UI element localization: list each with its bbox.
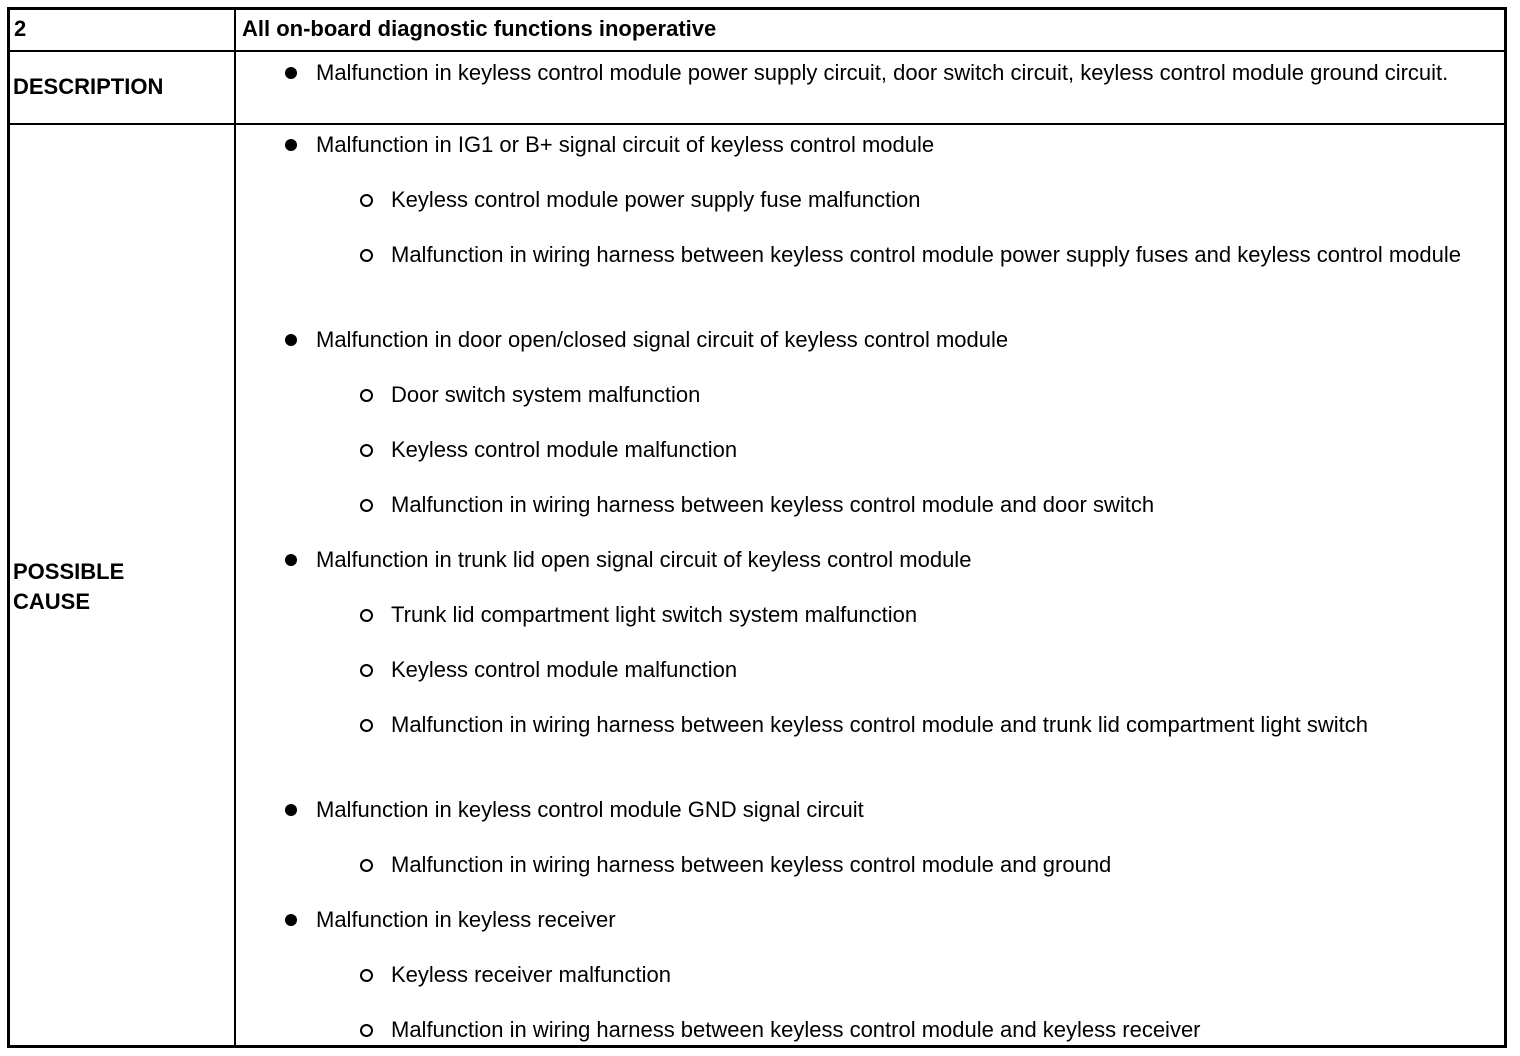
bullet-ring-icon	[360, 609, 373, 622]
bullet-dot-icon	[285, 139, 297, 151]
cause-subitem-text: Keyless control module power supply fuse malfunction	[391, 187, 921, 212]
cause-subitem-text: Keyless control module malfunction	[391, 437, 738, 462]
step-number: 2	[14, 16, 27, 41]
page-title: All on-board diagnostic functions inoperative	[242, 16, 717, 41]
header-row	[10, 10, 1504, 52]
bullet-dot-icon	[285, 804, 297, 816]
description-label: DESCRIPTION	[13, 74, 164, 99]
cause-item-text: Malfunction in IG1 or B+ signal circuit of keyless control module	[316, 132, 935, 157]
cause-subitem-text: Door switch system malfunction	[391, 382, 701, 407]
cause-subitem	[391, 490, 1471, 520]
cause-item	[316, 795, 1466, 825]
header-title-cell	[236, 10, 1504, 50]
cause-subitem-text: Malfunction in wiring harness between keyless control module power supply fuses and keyless control module	[391, 242, 1461, 267]
description-content-cell	[236, 52, 1504, 123]
bullet-dot-icon	[285, 554, 297, 566]
cause-item-text: Malfunction in door open/closed signal circuit of keyless control module	[316, 327, 1009, 352]
bullet-dot-icon	[285, 334, 297, 346]
cause-item	[316, 325, 1466, 355]
cause-subitem	[391, 655, 1471, 685]
bullet-ring-icon	[360, 969, 373, 982]
cause-item	[316, 130, 1466, 160]
possible-cause-label-line2: CAUSE	[13, 589, 91, 614]
bullet-ring-icon	[360, 859, 373, 872]
bullet-ring-icon	[360, 249, 373, 262]
cause-subitem	[391, 185, 1471, 215]
cause-subitem-text: Trunk lid compartment light switch system malfunction	[391, 602, 918, 627]
cause-subitem	[391, 710, 1471, 740]
cause-subitem	[391, 850, 1471, 880]
bullet-ring-icon	[360, 499, 373, 512]
bullet-ring-icon	[360, 664, 373, 677]
cause-subitem	[391, 1015, 1471, 1045]
bullet-ring-icon	[360, 389, 373, 402]
cause-subitem-text: Keyless receiver malfunction	[391, 962, 672, 987]
description-row	[10, 52, 1504, 125]
bullet-dot-icon	[285, 67, 297, 79]
cause-item	[316, 545, 1466, 575]
bullet-ring-icon	[360, 719, 373, 732]
possible-cause-content-cell	[236, 125, 1504, 1045]
description-label-cell	[10, 52, 236, 123]
diagnostic-table	[7, 7, 1507, 1048]
possible-cause-label-line1: POSSIBLE	[13, 559, 125, 584]
possible-cause-row	[10, 125, 1504, 1045]
cause-subitem-text: Malfunction in wiring harness between keyless control module and trunk lid compartment light switch	[391, 712, 1369, 737]
cause-subitem	[391, 600, 1471, 630]
cause-subitem	[391, 380, 1471, 410]
description-item-text: Malfunction in keyless control module power supply circuit, door switch circuit, keyless control module ground circuit.	[316, 60, 1449, 85]
cause-subitem-text: Malfunction in wiring harness between keyless control module and door switch	[391, 492, 1155, 517]
bullet-ring-icon	[360, 194, 373, 207]
bullet-ring-icon	[360, 444, 373, 457]
cause-item	[316, 905, 1466, 935]
cause-item-text: Malfunction in trunk lid open signal circuit of keyless control module	[316, 547, 972, 572]
cause-subitem	[391, 240, 1471, 270]
bullet-ring-icon	[360, 1024, 373, 1037]
cause-subitem	[391, 435, 1471, 465]
cause-subitem-text: Malfunction in wiring harness between keyless control module and ground	[391, 852, 1112, 877]
cause-subitem	[391, 960, 1471, 990]
header-number-cell	[10, 10, 236, 50]
description-item	[316, 58, 1466, 88]
cause-item-text: Malfunction in keyless control module GND signal circuit	[316, 797, 864, 822]
possible-cause-label-cell	[10, 125, 236, 1045]
bullet-dot-icon	[285, 914, 297, 926]
cause-item-text: Malfunction in keyless receiver	[316, 907, 616, 932]
cause-subitem-text: Malfunction in wiring harness between keyless control module and keyless receiver	[391, 1017, 1201, 1042]
cause-subitem-text: Keyless control module malfunction	[391, 657, 738, 682]
